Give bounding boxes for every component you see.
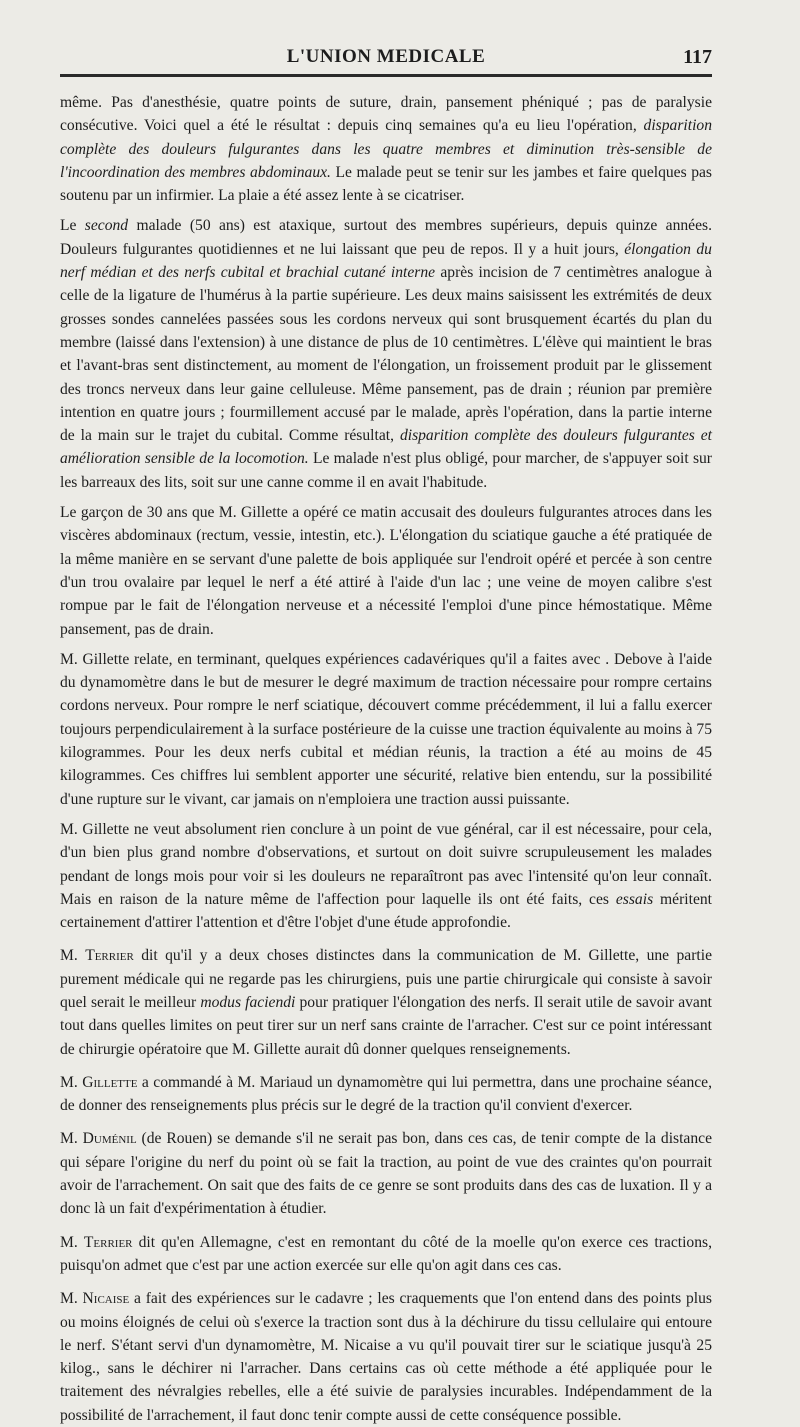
text-run: M. (60, 947, 86, 965)
text-run: M. (60, 1233, 84, 1251)
speaker-name: Terrier (85, 947, 134, 965)
paragraph (60, 1287, 712, 1427)
text-run: malade (50 ans) est ataxique, surtout des membres supérieurs, depuis quinze années. Douleurs fulgurantes quotidiennes et ne lui laissant que peu de repos. Il y a huit jours, (60, 217, 712, 258)
page-header (60, 44, 712, 77)
speaker-name: Terrier (83, 1233, 133, 1251)
italic-text: disparition complète des douleurs fulgurantes dans les quatre membres et diminution très-sensible de l'incoordination des membres abdominaux. (60, 117, 712, 181)
text-run: méritent certainement d'attirer l'attention et d'être l'objet d'une étude approfondie. (60, 890, 712, 932)
italic-text: modus faciendi (200, 993, 296, 1011)
speaker-name: Nicaise (82, 1290, 130, 1308)
running-title: L'UNION MEDICALE (286, 46, 486, 67)
italic-text: second (84, 217, 129, 235)
paragraph (60, 818, 712, 934)
italic-text: disparition complète des douleurs fulgurantes et amélioration sensible de la locomotion. (60, 427, 712, 468)
paragraph (60, 944, 712, 1060)
paragraph (60, 648, 712, 811)
page-number: 117 (683, 46, 712, 68)
text-run: après incision de 7 centimètres analogue à celle de la ligature de l'humérus à la partie supérieure. Les deux mains saisissent les extrémités de deux grosses sondes cannelées passées sous les cordons nerveux qui sont brusquement écartés du plan du membre (laissé dans l'extension) à une distance de plus de 10 centimètres. L'élève qui maintient le bras et l'avant-bras sent distinctement, au moment de l'élongation, un froissement produit par le glissement des troncs nerveux dans leur gaine celluleuse. Même pansement, pas de drain ; réunion par première intention en quatre jours ; fourmillement accusé par le malade, après l'opération, dans la partie interne de la main sur le trajet du cubital. Comme résultat, (60, 264, 712, 445)
text-run: M. (60, 1130, 83, 1148)
text-run: M. (60, 1290, 83, 1308)
paragraph (60, 214, 712, 494)
text-run: pour pratiquer l'élongation des nerfs. Il serait utile de savoir avant tout dans quelles limites on peut tirer sur un nerf sans crainte de l'arracher. C'est sur ce point intéressant de chirurgie opératoire que M. Gillette aurait dû donner quelques renseignements. (60, 993, 712, 1058)
speaker-name: Duménil (82, 1130, 137, 1148)
text-run: M. Gillette relate, en terminant, quelques expériences cadavériques qu'il a faites avec . Debove à l'aide du dynamomètre dans le but de mesurer le degré maximum de traction nécessaire pour rompre certains cordons nerveux. Pour rompre le nerf sciatique, découvert comme précédemment, il lui a fallu exercer toujours perpendiculairement à la surface postérieure de la cuisse une traction équivalente au moins à 75 kilogrammes. Pour les deux nerfs cubital et médian réunis, la traction a été au moins de 45 kilogrammes. Ces chiffres lui semblent apporter une sécurité, relative bien entendu, sur la possibilité d'une rupture sur le vivant, car jamais on n'emploiera une traction aussi puissante. (60, 650, 712, 808)
paragraph (60, 1071, 712, 1118)
paragraph (60, 1127, 712, 1220)
text-run: a fait des expériences sur le cadavre ; les craquements que l'on entend dans des points plus ou moins éloignés de celui où s'exerce la traction sont dus à la déchirure du tissu cellulaire qui entoure le nerf. S'étant servi d'un dynamomètre, M. Nicaise a vu qu'il pouvait tirer sur le sciatique jusqu'à 25 kilog., sans le déchirer ni l'arracher. Dans certains cas où cette méthode a été appliquée pour le traitement des névralgies rebelles, elle a été suivie de paralysies incurables. Indépendamment de la possibilité de l'arrachement, il faut donc tenir compte aussi de cette conséquence possible. (60, 1290, 712, 1424)
text-run: a commandé à M. Mariaud un dynamomètre qui lui permettra, dans une prochaine séance, de donner des renseignements plus précis sur le degré de la traction qu'il convient d'exercer. (60, 1073, 712, 1115)
text-run: Le garçon de 30 ans que M. Gillette a opéré ce matin accusait des douleurs fulgurantes atroces dans les viscères abdominaux (rectum, vessie, intestin, etc.). L'élongation du sciatique gauche a été pratiquée de la même manière en se servant d'une palette de bois appliquée sur l'endroit opéré et percée à son centre d'un trou ovalaire par lequel le nerf a été attiré à l'aide d'un lac ; une veine de moyen calibre s'est rompue par le fait de l'élongation nerveuse et a nécessité l'emploi d'une pince hémostatique. Même pansement, pas de drain. (60, 504, 712, 638)
text-run: dit qu'il y a deux choses distinctes dans la communication de M. Gillette, une partie purement médicale qui ne regarde pas les chirurgiens, puis une partie chirurgicale qui consiste à savoir quel serait le meilleur (60, 947, 713, 1011)
text-run: (de Rouen) se demande s'il ne serait pas bon, dans ces cas, de tenir compte de la distance qui sépare l'origine du nerf du point où se fait la traction, au point de vue des craintes qu'on pourrait avoir de l'arrachement. On sait que des faits de ce genre se sont produits dans des cas de luxation. Il y a donc là un fait d'expérimentation à étudier. (60, 1130, 712, 1218)
paragraph (60, 91, 712, 207)
text-run: Le malade peut se tenir sur les jambes et faire quelques pas soutenu par un infirmier. La plaie a été assez lente à se cicatriser. (60, 163, 712, 205)
text-run: Le (60, 217, 85, 235)
italic-text: essais (615, 890, 654, 908)
text-run: M. (60, 1073, 83, 1091)
text-run: Le malade n'est plus obligé, pour marcher, de s'appuyer soit sur les barreaux des lits, soit sur une canne comme il en avait l'habitude. (60, 450, 712, 491)
speaker-name: Gillette (82, 1073, 138, 1091)
italic-text: élongation du nerf médian et des nerfs cubital et brachial cutané interne (60, 240, 712, 282)
paragraph (60, 501, 712, 641)
text-run: même. Pas d'anesthésie, quatre points de suture, drain, pansement phéniqué ; pas de paralysie consécutive. Voici quel a été le résultat : depuis cinq semaines qu'a eu lieu l'opération, (60, 94, 712, 135)
text-run: M. Gillette ne veut absolument rien conclure à un point de vue général, car il est nécessaire, pour cela, d'un bien plus grand nombre d'observations, et surtout on doit suivre scrupuleusement les malades pendant de longs mois pour voir si les douleurs ne reparaîtront pas avec l'intensité qu'on leur connaît. Mais en raison de la nature même de l'affection pour laquelle ils ont été faits, ces (60, 820, 712, 908)
text-run: dit qu'en Allemagne, c'est en remontant du côté de la moelle qu'on exerce ces tractions, puisqu'on admet que c'est par une action exercée sur elle qu'on agit dans ces cas. (60, 1233, 712, 1274)
article-body (60, 91, 712, 1427)
paragraph (60, 1231, 712, 1278)
